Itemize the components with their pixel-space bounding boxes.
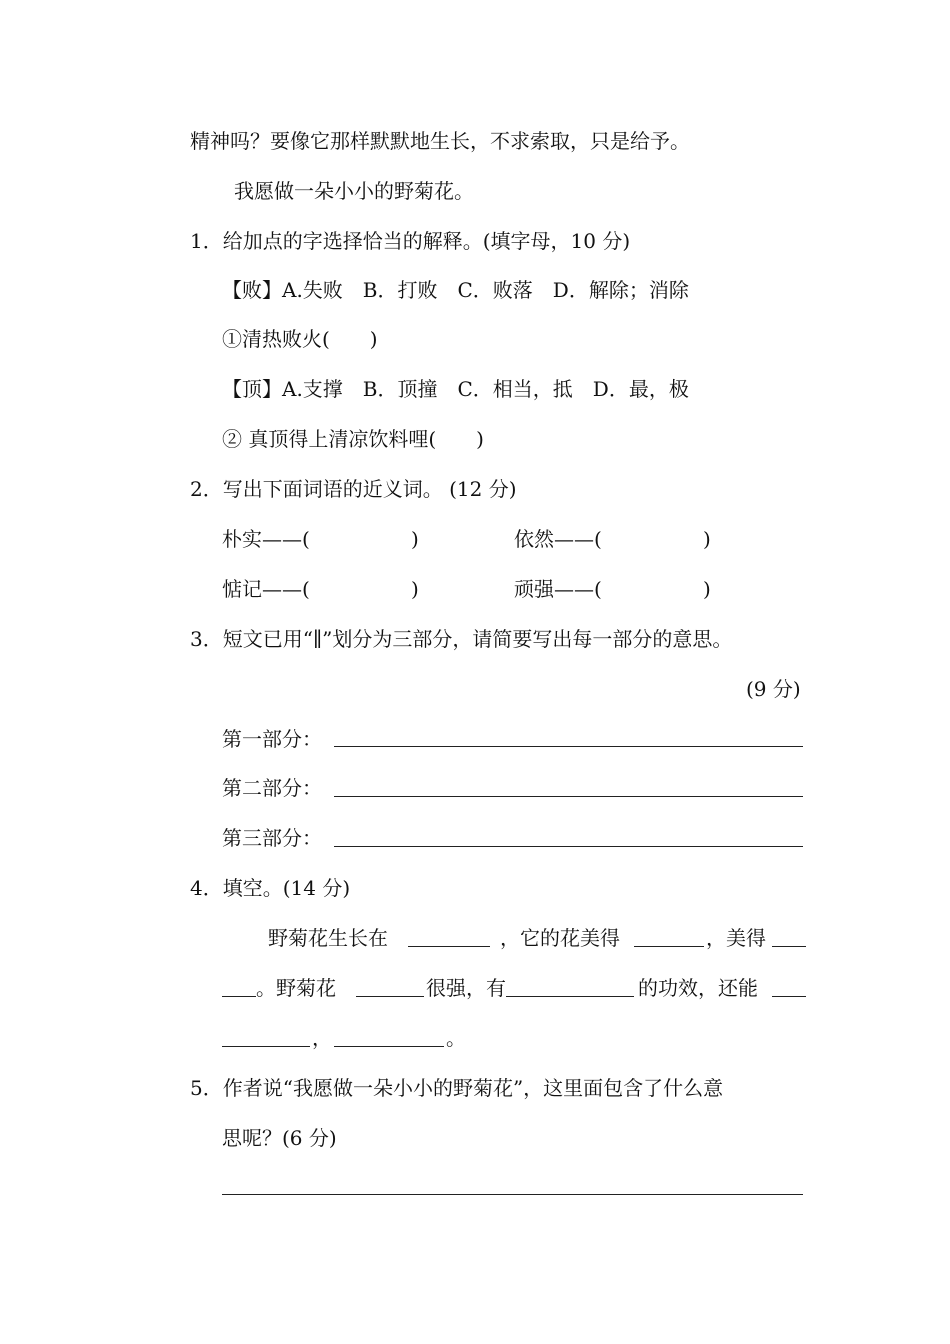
synonym-word: 顽强——( (514, 577, 602, 601)
fill-blank[interactable] (772, 946, 806, 947)
fill-text: 野菊花生长在 (268, 926, 388, 950)
synonym-word: 朴实——( (222, 527, 310, 551)
part-3-answer-line[interactable] (334, 846, 803, 847)
fill-blank[interactable] (356, 996, 424, 997)
synonym-close: ) (703, 527, 711, 551)
question-4-stem: 4．填空。(14 分) (190, 876, 351, 900)
question-3-stem: 3．短文已用“∥”划分为三部分，请简要写出每一部分的意思。 (190, 627, 733, 651)
part-3-label: 第三部分： (222, 826, 322, 850)
fill-blank[interactable] (222, 1046, 310, 1047)
fill-text: 很强，有 (426, 976, 506, 1000)
fill-blank[interactable] (772, 996, 806, 997)
fill-blank[interactable] (506, 996, 634, 997)
fill-blank[interactable] (222, 996, 256, 997)
synonym-close: ) (703, 577, 711, 601)
question-1-stem: 1．给加点的字选择恰当的解释。(填字母，10 分) (190, 229, 631, 253)
fill-text: 的功效，还能 (638, 976, 758, 1000)
fill-text: ， (312, 1026, 332, 1050)
passage-line: 我愿做一朵小小的野菊花。 (234, 179, 474, 203)
ding-options: 【顶】A.支撑 B．顶撞 C．相当，抵 D．最，极 (222, 377, 689, 401)
question-5-stem: 5．作者说“我愿做一朵小小的野菊花”，这里面包含了什么意 (190, 1076, 724, 1100)
ding-item: ② 真顶得上清凉饮料哩( ) (222, 427, 484, 451)
bai-item: ①清热败火( ) (222, 327, 378, 351)
fill-text: 。 (446, 1026, 466, 1050)
synonym-close: ) (411, 527, 419, 551)
fill-text: 。野菊花 (256, 976, 336, 1000)
fill-blank[interactable] (334, 1046, 444, 1047)
part-1-label: 第一部分： (222, 727, 322, 751)
question-3-score: (9 分) (746, 677, 801, 701)
fill-text: ，它的花美得 (500, 926, 620, 950)
passage-line: 精神吗？要像它那样默默地生长，不求索取，只是给予。 (190, 129, 690, 153)
synonym-word: 依然——( (514, 527, 602, 551)
part-2-label: 第二部分： (222, 776, 322, 800)
question-5-answer-line[interactable] (222, 1194, 803, 1195)
question-2-stem: 2．写出下面词语的近义词。 (12 分) (190, 477, 517, 501)
synonym-close: ) (411, 577, 419, 601)
fill-blank[interactable] (634, 946, 704, 947)
fill-text: ，美得 (706, 926, 766, 950)
part-1-answer-line[interactable] (334, 746, 803, 747)
bai-options: 【败】A.失败 B．打败 C．败落 D．解除；消除 (222, 278, 689, 302)
fill-blank[interactable] (408, 946, 490, 947)
part-2-answer-line[interactable] (334, 796, 803, 797)
question-5-stem-cont: 思呢？(6 分) (222, 1126, 337, 1150)
synonym-word: 惦记——( (222, 577, 310, 601)
